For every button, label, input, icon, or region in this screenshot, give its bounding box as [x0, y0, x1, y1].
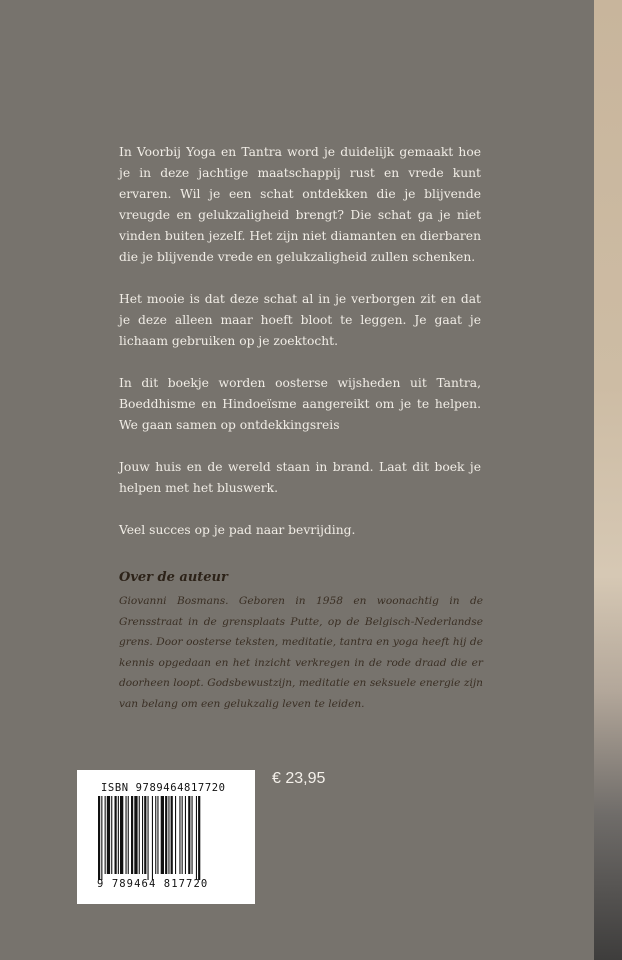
blurb	[119, 142, 481, 562]
barcode-graphic	[98, 796, 222, 880]
adjacent-photo-edge	[594, 0, 622, 960]
blurb-paragraph-2: Het mooie is dat deze schat al in je verborgen zit en dat je deze alleen maar hoeft bloot te leggen. Je gaat je lichaam gebruiken op je zoektocht.	[119, 292, 481, 348]
blurb-paragraph-1: In Voorbij Yoga en Tantra word je duidelijk gemaakt hoe je in deze jachtige maatschappij rust en vrede kunt ervaren. Wil je een schat ontdekken die je blijvende vreugde en gelukzaligheid brengt? Die schat ga je niet vinden buiten jezelf. Het zijn niet diamanten en dierbaren die je blijvende vrede en gelukzaligheid zullen schenken.	[119, 145, 481, 264]
about-author-text: Giovanni Bosmans. Geboren in 1958 en woonachtig in de Grensstraat in de grensplaats Putte, op de Belgisch-Nederlandse grens. Door oosterse teksten, meditatie, tantra en yoga heeft hij de kennis opgedaan en het inzicht verkregen in de rode draad die er doorheen loopt. Godsbewustzijn, meditatie en seksuele energie zijn van belang om een gelukzalig leven te leiden.	[119, 595, 483, 710]
barcode-digits: 9 789464 817720	[97, 878, 209, 890]
blurb-paragraph-4: Jouw huis en de wereld staan in brand. Laat dit boek je helpen met het bluswerk.	[119, 460, 481, 495]
isbn-label: ISBN 9789464817720	[101, 782, 226, 794]
blurb-paragraph-5: Veel succes op je pad naar bevrijding.	[119, 523, 356, 537]
blurb-paragraph-3: In dit boekje worden oosterse wijsheden uit Tantra, Boeddhisme en Hindoeïsme aangereikt om je te helpen. We gaan samen op ontdekkingsreis	[119, 376, 481, 432]
price-label: € 23,95	[272, 770, 326, 787]
about-author-heading: Over de auteur	[119, 570, 228, 585]
